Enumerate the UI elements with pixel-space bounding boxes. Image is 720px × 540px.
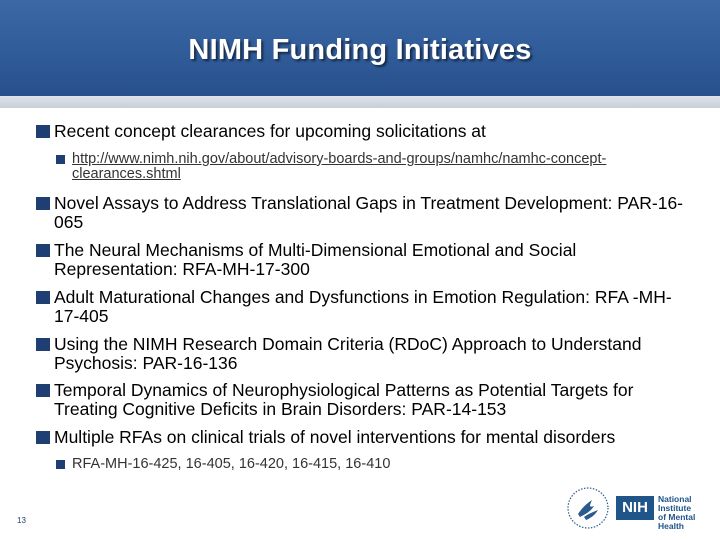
sub-list-item: [56, 152, 696, 182]
header-divider: [0, 96, 720, 108]
square-bullet-icon: [36, 384, 50, 397]
square-bullet-icon: [36, 244, 50, 257]
list-item: Adult Maturational Changes and Dysfunctions in Emotion Regulation: RFA -MH-17-405: [36, 288, 696, 326]
hhs-eagle-logo-icon: [566, 486, 610, 530]
sub-list-item: RFA-MH-16-425, 16-405, 16-420, 16-415, 16-410: [56, 457, 696, 472]
bullet-list: [36, 120, 696, 472]
list-item: Novel Assays to Address Translational Gaps in Treatment Development: PAR-16-065: [36, 194, 696, 232]
nih-logo-badge: NIH: [616, 496, 654, 520]
square-bullet-icon: [36, 291, 50, 304]
square-bullet-icon: [36, 338, 50, 351]
list-item: Multiple RFAs on clinical trials of novel interventions for mental disorders: [36, 428, 696, 447]
list-item: The Neural Mechanisms of Multi-Dimensional Emotional and Social Representation: RFA-MH-17-300: [36, 241, 696, 279]
page-title: NIMH Funding Initiatives: [188, 34, 532, 66]
square-bullet-icon: [36, 197, 50, 210]
square-bullet-icon: [56, 460, 65, 469]
list-item: Using the NIMH Research Domain Criteria (RDoC) Approach to Understand Psychosis: PAR-16-136: [36, 335, 696, 373]
nimh-logo-text: National Institute of Mental Health: [658, 494, 696, 531]
list-item: Recent concept clearances for upcoming solicitations at: [36, 122, 696, 141]
page-number: 13: [17, 516, 26, 525]
list-item: Temporal Dynamics of Neurophysiological Patterns as Potential Targets for Treating Cognitive Deficits in Brain Disorders: PAR-14-153: [36, 381, 696, 419]
header-bar: [0, 0, 720, 108]
square-bullet-icon: [56, 155, 65, 164]
square-bullet-icon: [36, 431, 50, 444]
square-bullet-icon: [36, 125, 50, 138]
concept-clearances-link[interactable]: http://www.nimh.nih.gov/about/advisory-boards-and-groups/namhc/namhc-concept-clearances.shtml: [72, 151, 607, 182]
